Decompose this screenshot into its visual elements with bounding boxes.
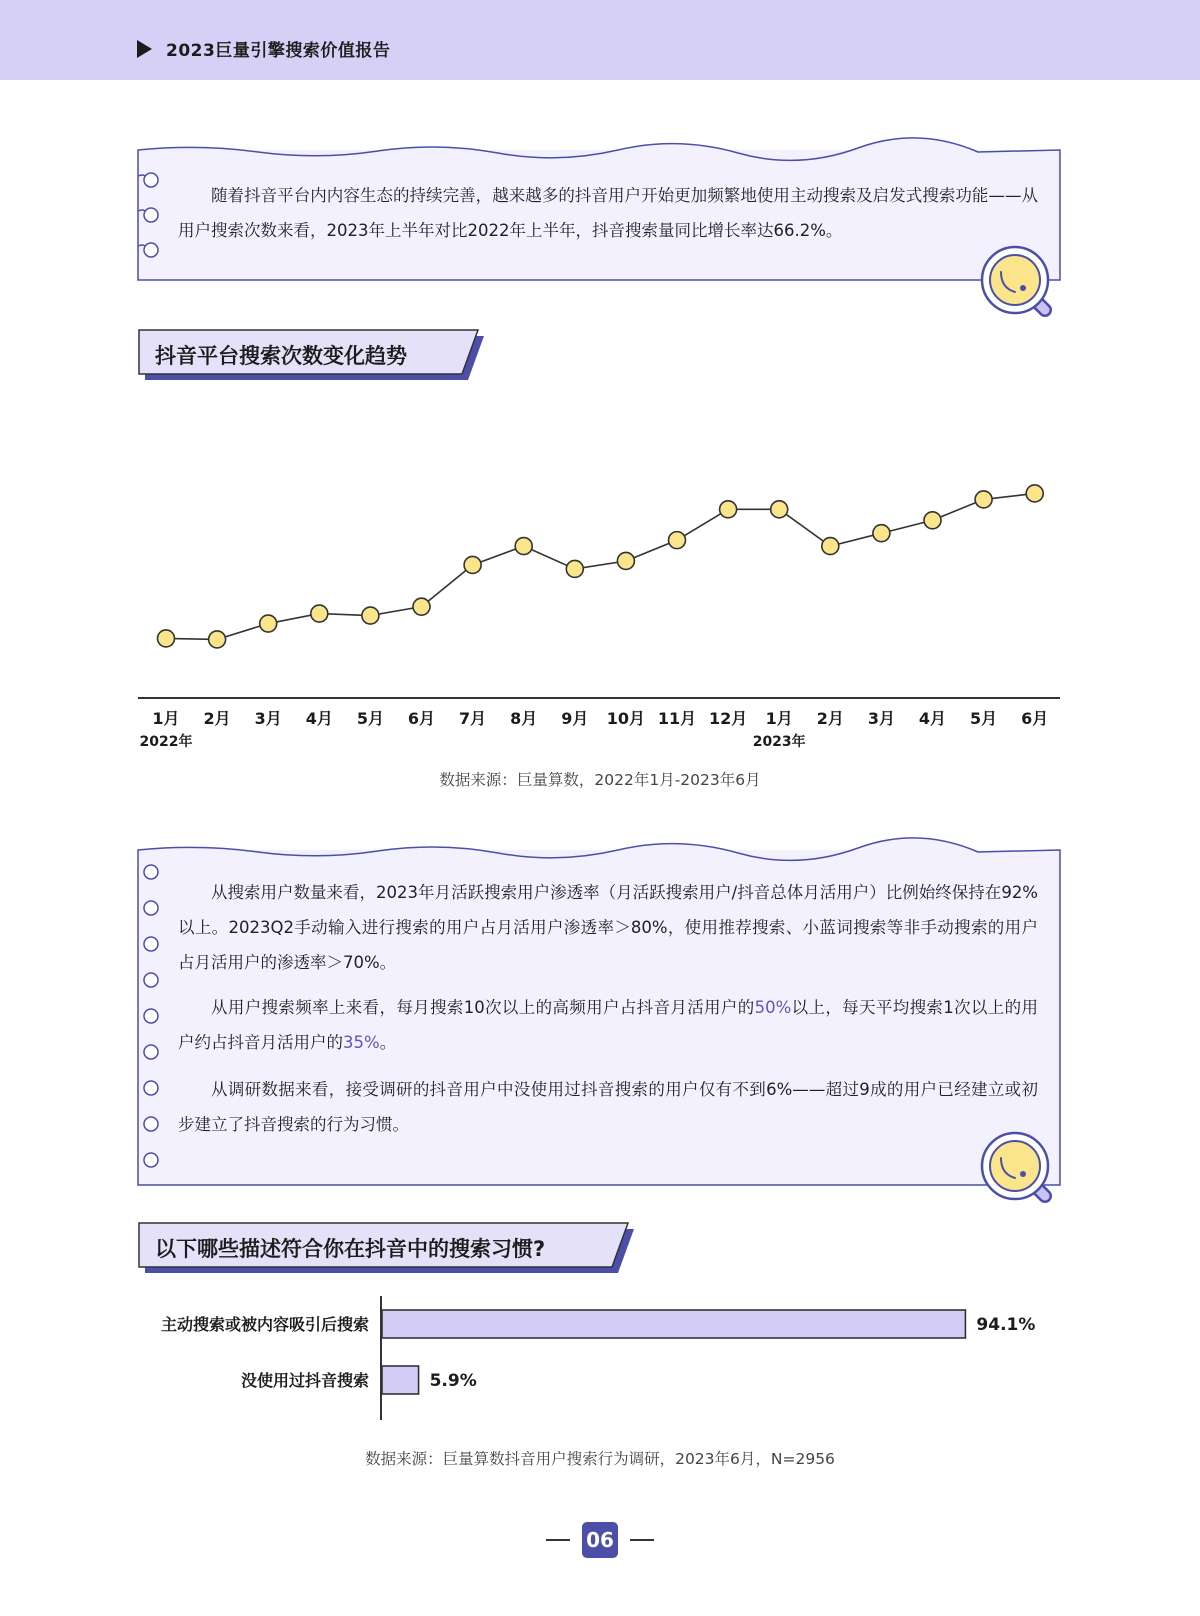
detail-paragraph-2: 从用户搜索频率上来看，每月搜索10次以上的高频用户占抖音月活用户的50%以上，每天平均搜索1次以上的用户约占抖音月活用户的35%。 xyxy=(178,998,1039,1052)
bar-value-label: 5.9% xyxy=(429,1371,477,1391)
data-point-10 xyxy=(617,552,634,569)
page-number xyxy=(0,1520,1200,1560)
page-number-dash xyxy=(630,1539,654,1541)
bar-category-label: 没使用过抖音搜索 xyxy=(240,1371,369,1390)
bar-2 xyxy=(382,1366,419,1394)
x-tick-label: 1月 xyxy=(152,709,180,728)
x-tick-label: 4月 xyxy=(918,709,947,728)
x-tick-label: 9月 xyxy=(561,709,589,728)
x-tick-label: 1月 xyxy=(765,709,793,728)
data-point-11 xyxy=(669,532,686,549)
play-triangle-icon xyxy=(137,40,152,58)
x-tick-label: 5月 xyxy=(356,709,384,728)
highlight-percent-35: 35% xyxy=(343,1033,380,1052)
magnifier-icon xyxy=(975,1128,1065,1218)
x-tick-label: 5月 xyxy=(970,709,998,728)
x-tick-label: 12月 xyxy=(708,709,748,728)
data-point-3 xyxy=(260,615,277,632)
ring-binder xyxy=(144,173,158,257)
detail-paragraph-3: 从调研数据来看，接受调研的抖音用户中没使用过抖音搜索的用户仅有不到6%——超过9成的用户已经建立或初步建立了抖音搜索的行为习惯。 xyxy=(178,1080,1038,1134)
search-habit-bar-chart xyxy=(138,1300,1060,1430)
data-point-18 xyxy=(1026,485,1043,502)
section-title-search-habits xyxy=(139,1223,634,1273)
page-number-dash xyxy=(546,1539,570,1541)
x-tick-label: 2月 xyxy=(816,709,844,728)
data-point-4 xyxy=(311,605,328,622)
data-point-6 xyxy=(413,598,430,615)
magnifier-icon xyxy=(975,242,1065,332)
x-tick-label: 7月 xyxy=(459,709,487,728)
data-point-16 xyxy=(924,512,941,529)
section-title-text: 抖音平台搜索次数变化趋势 xyxy=(155,344,407,368)
data-point-14 xyxy=(822,538,839,555)
x-year-label: 2022年 xyxy=(139,734,193,750)
bar-value-label: 94.1% xyxy=(976,1315,1036,1335)
section-title-search-trend xyxy=(139,330,484,380)
x-tick-label: 6月 xyxy=(1021,709,1049,728)
x-tick-label: 3月 xyxy=(867,709,895,728)
data-point-9 xyxy=(566,560,583,577)
report-title: 2023巨量引擎搜索价值报告 xyxy=(166,41,391,61)
data-point-2 xyxy=(209,631,226,648)
data-point-15 xyxy=(873,525,890,542)
x-tick-label: 11月 xyxy=(657,709,697,728)
intro-note xyxy=(138,150,1060,280)
highlight-percent-50: 50% xyxy=(754,998,792,1017)
page-number-badge: 06 xyxy=(582,1522,618,1558)
detail-note xyxy=(138,850,1060,1185)
x-tick-label: 6月 xyxy=(407,709,436,728)
series-line xyxy=(166,493,1035,639)
x-tick-label: 3月 xyxy=(254,709,282,728)
data-point-13 xyxy=(771,501,788,518)
data-point-5 xyxy=(362,607,379,624)
x-tick-label: 2月 xyxy=(203,709,231,728)
bar-category-label: 主动搜索或被内容吸引后搜索 xyxy=(160,1315,369,1334)
bar-1 xyxy=(382,1310,965,1338)
line-chart-source: 数据来源：巨量算数，2022年1月-2023年6月 xyxy=(439,771,761,789)
data-point-12 xyxy=(720,501,737,518)
x-tick-label: 4月 xyxy=(305,709,333,728)
section-title-text: 以下哪些描述符合你在抖音中的搜索习惯? xyxy=(155,1237,546,1261)
data-point-17 xyxy=(975,491,992,508)
data-point-7 xyxy=(464,556,481,573)
bar-chart-source: 数据来源：巨量算数抖音用户搜索行为调研，2023年6月，N=2956 xyxy=(365,1450,835,1468)
x-tick-label: 10月 xyxy=(606,709,646,728)
intro-paragraph: 随着抖音平台内内容生态的持续完善，越来越多的抖音用户开始更加频繁地使用主动搜索及启发式搜索功能——从用户搜索次数来看，2023年上半年对比2022年上半年，抖音搜索量同比增长率达66.2%。 xyxy=(178,186,1038,240)
report-header xyxy=(0,0,1200,80)
ring-binder xyxy=(144,865,158,1167)
search-trend-line-chart xyxy=(138,420,1060,760)
data-point-1 xyxy=(158,630,175,647)
data-point-8 xyxy=(515,538,532,555)
x-year-label: 2023年 xyxy=(752,734,806,750)
detail-paragraph-1: 从搜索用户数量来看，2023年月活跃搜索用户渗透率（月活跃搜索用户/抖音总体月活用户）比例始终保持在92%以上。2023Q2手动输入进行搜索的用户占月活用户渗透率＞80%，使用推荐搜索、小蓝词搜索等非手动搜索的用户占月活用户的渗透率＞70%。 xyxy=(178,883,1038,972)
x-tick-label: 8月 xyxy=(510,709,538,728)
